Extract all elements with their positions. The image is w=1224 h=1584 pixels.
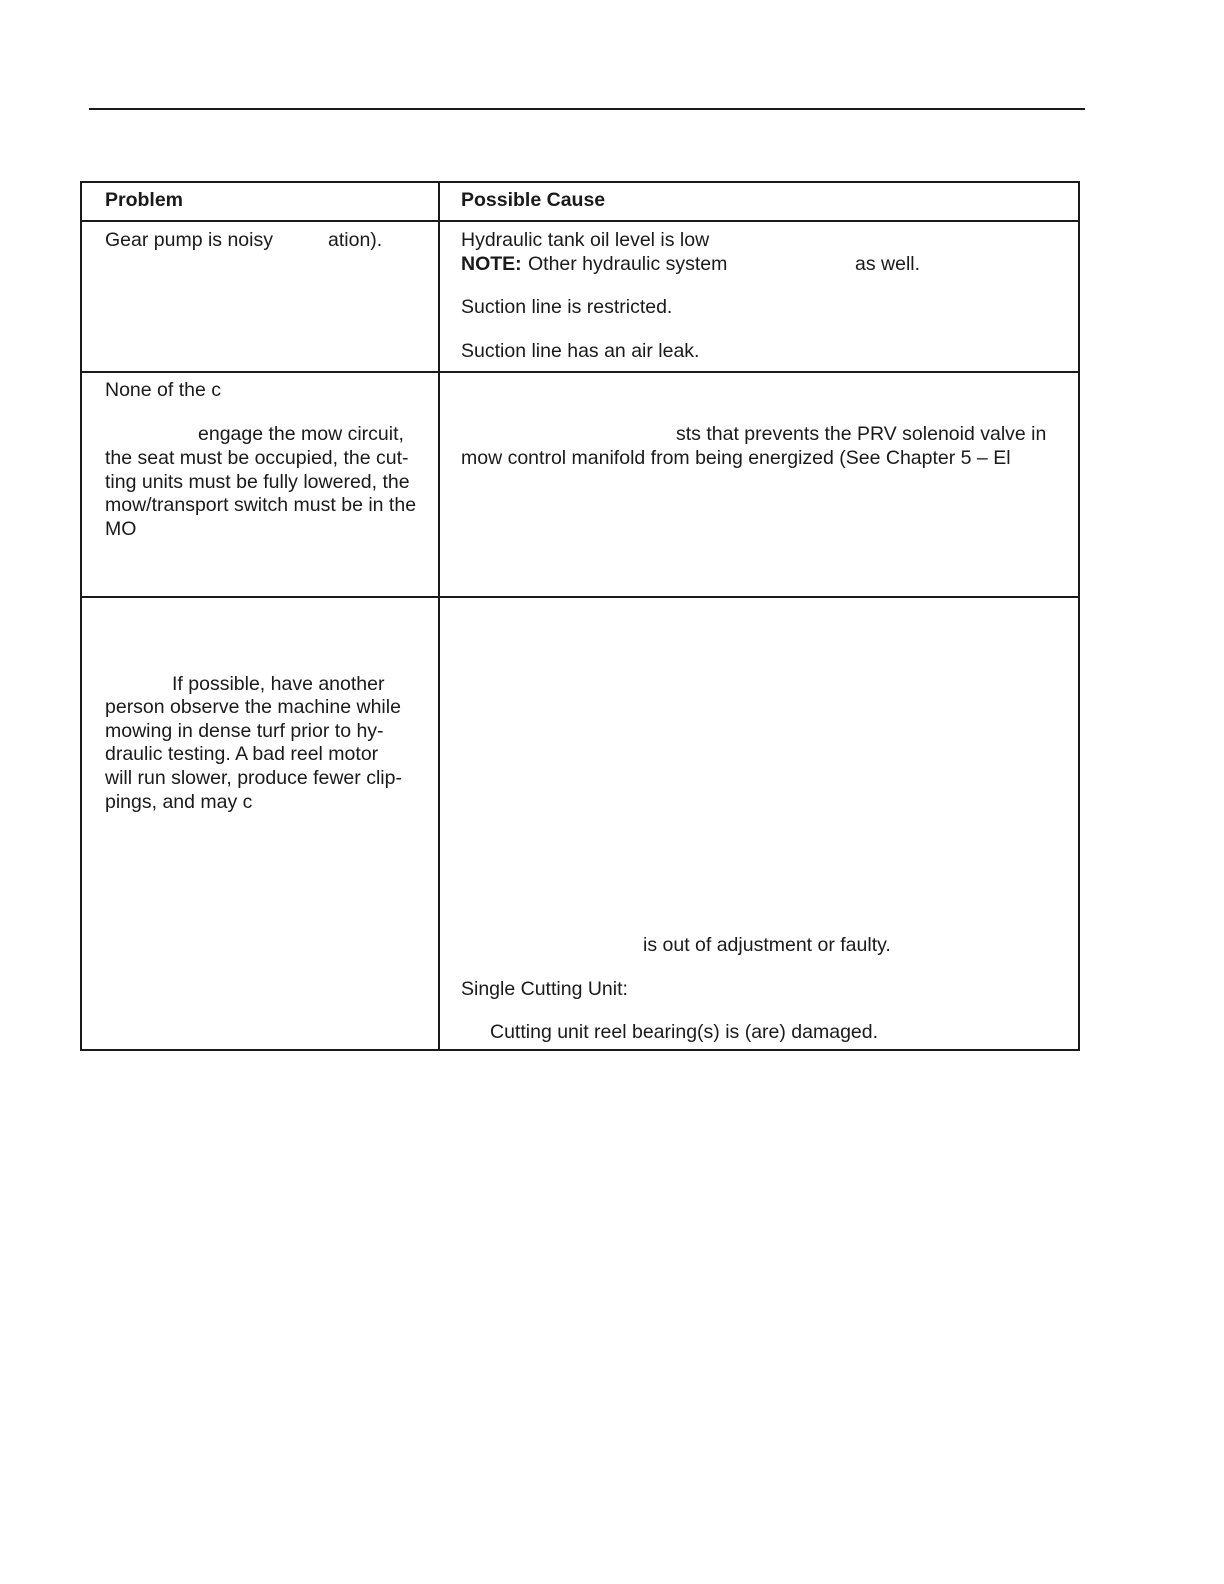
row2-cause-line-1: sts that prevents the PRV solenoid valve in bbox=[676, 423, 1047, 445]
header-rule bbox=[89, 108, 1085, 110]
row-divider-2 bbox=[82, 596, 1078, 598]
row1-note-text: Other hydraulic system bbox=[528, 253, 728, 275]
header-divider bbox=[82, 220, 1078, 222]
row2-problem-line-6: MO bbox=[105, 518, 137, 540]
row3-problem-line-5: will run slower, produce fewer clip- bbox=[105, 767, 402, 789]
row3-cause-adjustment: is out of adjustment or faulty. bbox=[643, 934, 891, 956]
row2-problem-line-3: the seat must be occupied, the cut- bbox=[105, 447, 409, 469]
row2-cause-line-2: mow control manifold from being energized (See Chapter 5 – El bbox=[461, 447, 1011, 469]
row1-cause-suction-air-leak: Suction line has an air leak. bbox=[461, 340, 700, 362]
row1-note-label: NOTE: bbox=[461, 253, 522, 275]
row3-cause-single-unit-heading: Single Cutting Unit: bbox=[461, 978, 628, 1000]
row3-cause-reel-bearing: Cutting unit reel bearing(s) is (are) damaged. bbox=[490, 1021, 879, 1043]
row2-problem-line-4: ting units must be fully lowered, the bbox=[105, 471, 410, 493]
row3-problem-line-4: draulic testing. A bad reel motor bbox=[105, 743, 379, 765]
row1-cause-oil-level: Hydraulic tank oil level is low bbox=[461, 229, 710, 251]
column-divider bbox=[438, 183, 440, 1049]
row1-problem-text: Gear pump is noisy bbox=[105, 229, 273, 251]
column-header-possible-cause: Possible Cause bbox=[461, 189, 606, 211]
row2-problem-line-1: None of the c bbox=[105, 379, 221, 401]
row1-note-text-tail: as well. bbox=[855, 253, 921, 275]
row3-problem-line-6: pings, and may c bbox=[105, 791, 253, 813]
row2-problem-line-2: engage the mow circuit, bbox=[198, 423, 404, 445]
row3-problem-line-1: If possible, have another bbox=[172, 673, 385, 695]
column-header-problem: Problem bbox=[105, 189, 184, 211]
row-divider-1 bbox=[82, 371, 1078, 373]
row3-problem-line-2: person observe the machine while bbox=[105, 696, 401, 718]
row3-problem-line-3: mowing in dense turf prior to hy- bbox=[105, 720, 384, 742]
row2-problem-line-5: mow/transport switch must be in the bbox=[105, 494, 417, 516]
row1-cause-suction-restricted: Suction line is restricted. bbox=[461, 296, 673, 318]
row1-problem-text-tail: ation). bbox=[328, 229, 383, 251]
